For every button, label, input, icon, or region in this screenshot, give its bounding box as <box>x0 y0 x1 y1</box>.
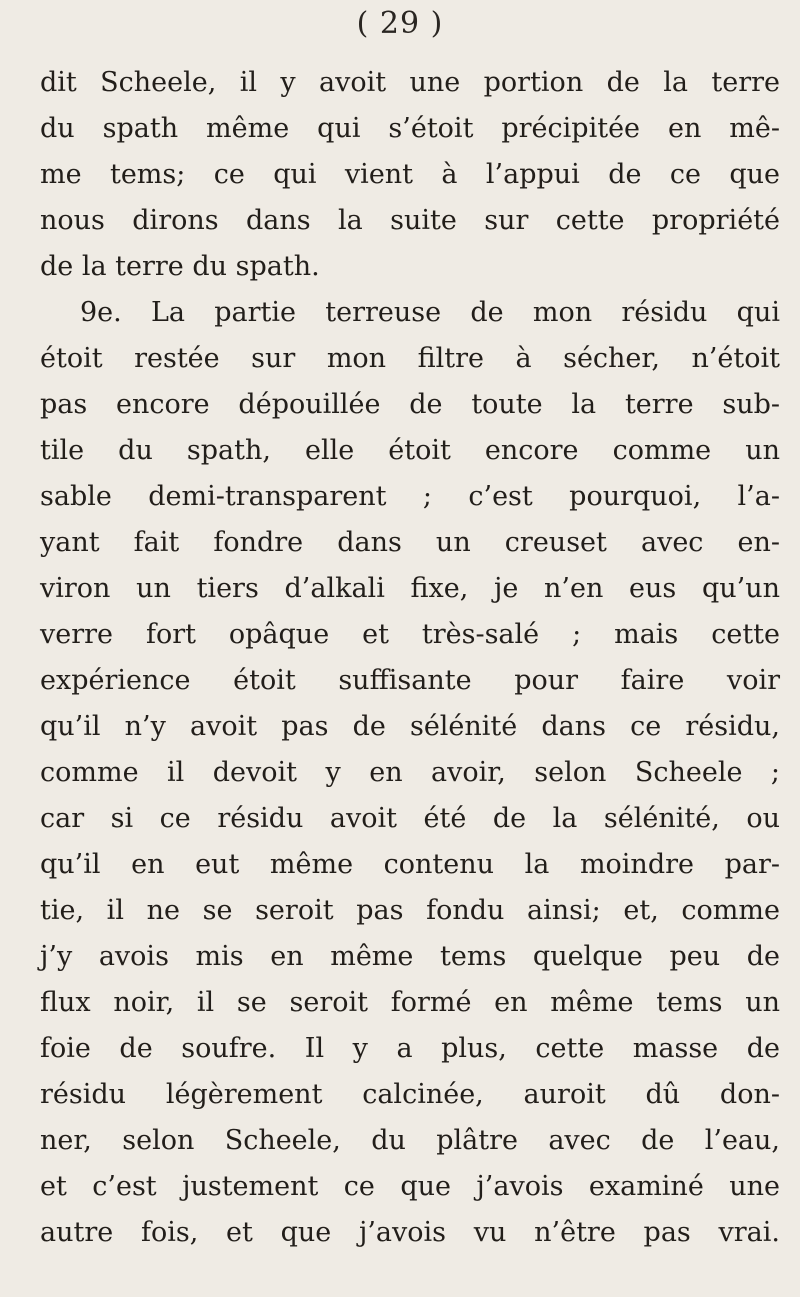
text-line: ner, selon Scheele, du plâtre avec de l’eau, <box>40 1125 780 1156</box>
text-line: j’y avois mis en même tems quelque peu de <box>40 941 780 972</box>
text-line: étoit restée sur mon filtre à sécher, n’étoit <box>40 343 780 374</box>
text-line: comme il devoit y en avoir, selon Scheele ; <box>40 757 780 788</box>
text-line: expérience étoit suffisante pour faire voir <box>40 665 780 696</box>
text-line: nous dirons dans la suite sur cette propriété <box>40 205 780 236</box>
text-line: qu’il en eut même contenu la moindre par- <box>40 849 780 880</box>
body-text <box>40 60 780 1256</box>
text-line: me tems; ce qui vient à l’appui de ce que <box>40 159 780 190</box>
text-line: verre fort opâque et très-salé ; mais cette <box>40 619 780 650</box>
text-line: car si ce résidu avoit été de la sélénité, ou <box>40 803 780 834</box>
text-line: flux noir, il se seroit formé en même tems un <box>40 987 780 1018</box>
text-line: de la terre du spath. <box>40 251 320 282</box>
text-line: yant fait fondre dans un creuset avec en- <box>40 527 780 558</box>
text-line: résidu légèrement calcinée, auroit dû don- <box>40 1079 780 1110</box>
text-line: dit Scheele, il y avoit une portion de la terre <box>40 67 780 98</box>
text-line: qu’il n’y avoit pas de sélénité dans ce résidu, <box>40 711 780 742</box>
page-number: ( 29 ) <box>356 6 444 41</box>
text-line: du spath même qui s’étoit précipitée en mê- <box>40 113 780 144</box>
text-line: autre fois, et que j’avois vu n’être pas vrai. <box>40 1217 780 1248</box>
text-line: pas encore dépouillée de toute la terre sub- <box>40 389 780 420</box>
text-line: tile du spath, elle étoit encore comme un <box>40 435 780 466</box>
text-line: sable demi-transparent ; c’est pourquoi, l’a- <box>40 481 780 512</box>
text-line: foie de soufre. Il y a plus, cette masse de <box>40 1033 780 1064</box>
text-line: et c’est justement ce que j’avois examiné une <box>40 1171 780 1202</box>
text-line: tie, il ne se seroit pas fondu ainsi; et, comme <box>40 895 780 926</box>
text-line: 9e. La partie terreuse de mon résidu qui <box>80 297 780 328</box>
text-line: viron un tiers d’alkali fixe, je n’en eus qu’un <box>40 573 780 604</box>
